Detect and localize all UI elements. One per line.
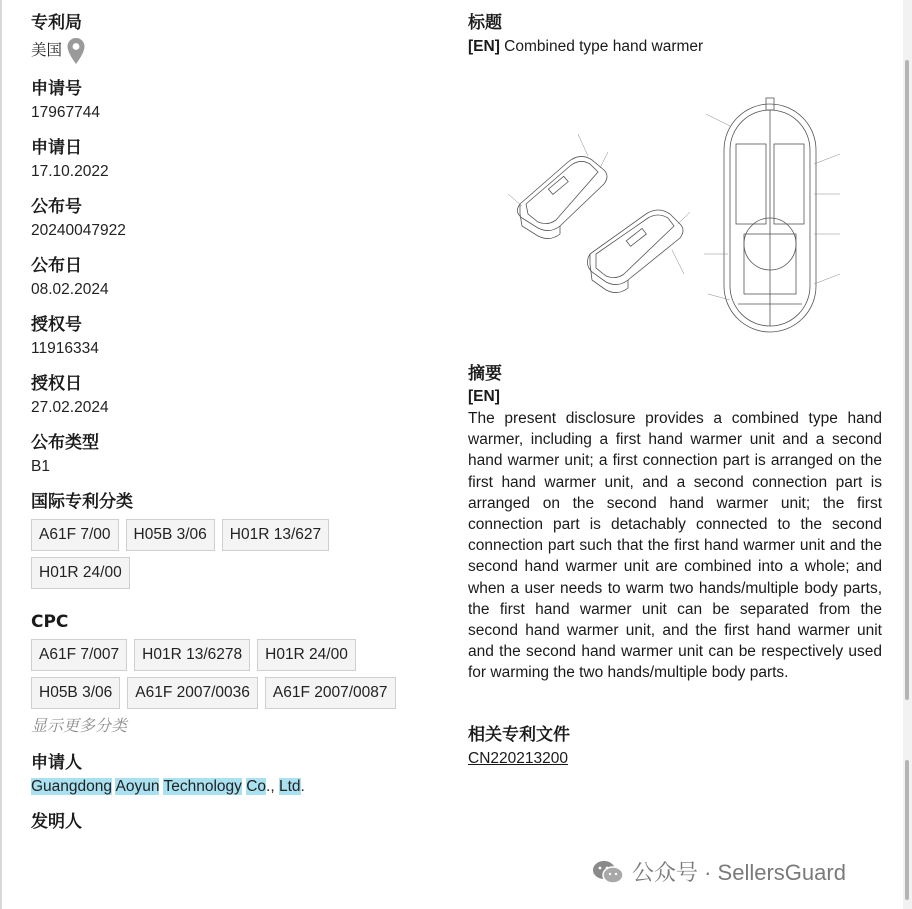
grant-number-value: 11916334 <box>31 340 99 357</box>
grant-date-value: 27.02.2024 <box>31 399 109 416</box>
application-number-field <box>31 78 431 124</box>
cpc-chip[interactable]: A61F 2007/0036 <box>127 677 258 709</box>
applicant-word-highlight: Technology <box>163 778 242 795</box>
applicant-punct: ., <box>266 778 279 795</box>
application-date-value: 17.10.2022 <box>31 163 109 180</box>
ipc-chip[interactable]: H05B 3/06 <box>126 519 215 551</box>
watermark-text: 公众号 · SellersGuard <box>632 860 846 885</box>
ipc-field <box>31 491 431 589</box>
application-date-field <box>31 137 431 183</box>
cpc-label: CPC <box>31 612 69 632</box>
cpc-chip-list <box>31 639 411 709</box>
applicant-word-highlight: Aoyun <box>115 778 160 795</box>
title-text: Combined type hand warmer <box>504 38 704 55</box>
cpc-chip[interactable]: A61F 2007/0087 <box>265 677 396 709</box>
title-lang-tag: [EN] <box>468 38 500 55</box>
applicant-word-highlight: Co <box>246 778 267 795</box>
ipc-chip-list <box>31 519 411 589</box>
related-docs-label: 相关专利文件 <box>468 724 570 745</box>
location-pin-icon <box>66 37 86 65</box>
office-value: 美国 <box>31 42 63 59</box>
applicant-word-highlight: Ltd <box>278 778 301 795</box>
applicant-word-highlight: Guangdong <box>31 778 113 795</box>
patent-metadata-column <box>31 12 431 846</box>
cpc-chip[interactable]: A61F 7/007 <box>31 639 127 671</box>
title-label: 标题 <box>468 13 502 33</box>
applicant-value <box>31 776 431 798</box>
cpc-chip[interactable]: H01R 24/00 <box>257 639 356 671</box>
grant-number-label: 授权号 <box>31 315 82 335</box>
publication-type-value: B1 <box>31 458 50 475</box>
patent-drawing-image[interactable] <box>468 74 882 344</box>
application-number-label: 申请号 <box>31 79 82 99</box>
grant-date-label: 授权日 <box>31 374 82 394</box>
ipc-label: 国际专利分类 <box>31 492 133 512</box>
wechat-icon <box>592 859 624 885</box>
ipc-chip[interactable]: H01R 24/00 <box>31 557 130 589</box>
applicant-label: 申请人 <box>31 753 82 773</box>
application-date-label: 申请日 <box>31 138 82 158</box>
cpc-chip[interactable]: H05B 3/06 <box>31 677 120 709</box>
inventor-field <box>31 811 431 833</box>
grant-date-field <box>31 373 431 419</box>
patent-title <box>468 38 882 56</box>
applicant-punct: . <box>300 778 305 795</box>
publication-date-field <box>31 255 431 301</box>
publication-number-field <box>31 196 431 242</box>
publication-date-label: 公布日 <box>31 256 82 276</box>
ipc-chip[interactable]: H01R 13/627 <box>222 519 329 551</box>
publication-number-value: 20240047922 <box>31 222 126 239</box>
related-doc-link[interactable]: CN220213200 <box>468 749 568 767</box>
office-label: 专利局 <box>31 13 82 33</box>
show-more-classifications-link[interactable]: 显示更多分类 <box>31 718 128 735</box>
office-field <box>31 12 431 65</box>
applicant-field <box>31 752 431 798</box>
application-number-value: 17967744 <box>31 104 100 121</box>
abstract-lang-tag: [EN] <box>468 388 500 405</box>
publication-type-label: 公布类型 <box>31 433 99 453</box>
ipc-chip[interactable]: A61F 7/00 <box>31 519 119 551</box>
publication-number-label: 公布号 <box>31 197 82 217</box>
patent-content-column <box>468 12 882 768</box>
cpc-field <box>31 611 431 736</box>
publication-type-field <box>31 432 431 478</box>
cpc-chip[interactable]: H01R 13/6278 <box>134 639 250 671</box>
grant-number-field <box>31 314 431 360</box>
abstract-text: The present disclosure provides a combined type hand warmer, including a first hand warmer unit and a second hand warmer unit; a first connection part is arranged on the first hand warmer unit, and a second connection part is arranged on the second hand warmer unit; the first connection part is detachably connected to the second connection part such that the first hand warmer unit and the second hand warmer unit are combined into a whole; and when a user needs to warm two hands/multiple body parts, the first hand warmer unit can be separated from the second hand warmer unit, and the first hand warmer unit and the second hand warmer unit can be respectively used for warming the two hands/multiple body parts. <box>468 410 882 682</box>
scrollbar-thumb[interactable] <box>905 60 909 700</box>
wechat-watermark <box>592 856 846 887</box>
abstract-label: 摘要 <box>468 364 502 384</box>
left-border <box>0 0 2 909</box>
scrollbar-thumb-lower[interactable] <box>905 760 909 900</box>
publication-date-value: 08.02.2024 <box>31 281 109 298</box>
inventor-label: 发明人 <box>31 812 82 832</box>
